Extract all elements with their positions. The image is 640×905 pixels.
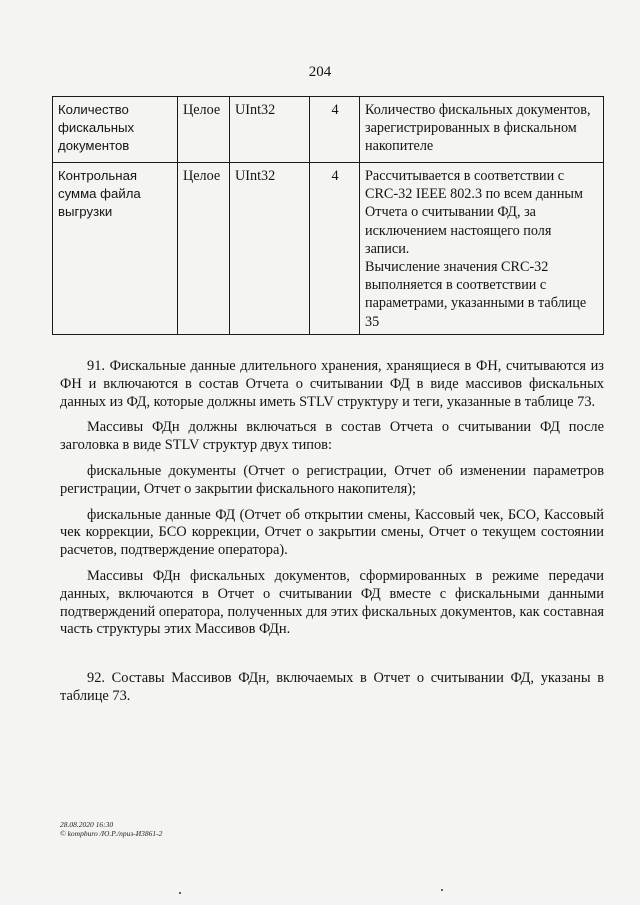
paragraph: 91. Фискальные данные длительного хранения, хранящиеся в ФН, считываются из ФН и включаются в состав Отчета о считывании ФД в виде массивов фискальных данных из ФД, которые должны иметь STLV структуру и теги, указанные в таблице 73. xyxy=(60,358,604,410)
spec-table xyxy=(52,96,604,335)
footer-date: 28.08.2020 16:30 xyxy=(60,820,114,829)
table-row xyxy=(53,97,604,163)
table-row xyxy=(53,163,604,335)
paragraph: 92. Составы Массивов ФДн, включаемых в Отчет о считывании ФД, указаны в таблице 73. xyxy=(60,670,604,704)
page-number: 204 xyxy=(308,64,332,80)
scan-speck xyxy=(179,892,181,894)
field-type-cell: Целое xyxy=(178,163,230,335)
field-length-cell: 4 xyxy=(310,163,360,335)
footer-stamp xyxy=(60,820,162,838)
description-text-2: Вычисление значения CRC-32 выполняется в соответствии с параметрами, указанными в таблице 35 xyxy=(365,259,587,330)
paragraph: Массивы ФДн должны включаться в состав Отчета о считывании ФД после заголовка в виде STLV структур двух типов: xyxy=(60,419,604,454)
field-format-cell: UInt32 xyxy=(230,97,310,163)
paragraph: Массивы ФДн фискальных документов, сформированных в режиме передачи данных, включаются в Отчет о считывании ФД вместе с фискальными данными подтверждений оператора, полученных для этих фискальных документов, как составная часть структуры этих Массивов ФДн. xyxy=(60,567,604,638)
footer-document-code: © kompburo /Ю.Р./приз-И3861-2 xyxy=(60,829,163,838)
scan-speck xyxy=(441,889,443,891)
paragraph: фискальные данные ФД (Отчет об открытии смены, Кассовый чек, БСО, Кассовый чек коррекции, БСО коррекции, Отчет о закрытии смены, Отчет о текущем состоянии расчетов, подтверждение оператора). xyxy=(60,506,604,559)
description-text: Рассчитывается в соответствии с CRC-32 IEEE 802.3 по всем данным Отчета о считывании ФД, за исключением настоящего поля записи. xyxy=(365,168,583,257)
section-91 xyxy=(60,358,604,647)
field-description-cell: Количество фискальных документов, зарегистрированных в фискальном накопителе xyxy=(360,97,604,163)
field-type-cell: Целое xyxy=(178,97,230,163)
paragraph: фискальные документы (Отчет о регистрации, Отчет об изменении параметров регистрации, Отчет о закрытии фискального накопителя); xyxy=(60,462,604,497)
field-format-cell: UInt32 xyxy=(230,163,310,335)
field-name-cell: Количество фискальных документов xyxy=(53,97,178,163)
field-description-cell xyxy=(360,163,604,335)
field-name-cell: Контрольная сумма файла выгрузки xyxy=(53,163,178,335)
section-92 xyxy=(60,670,604,714)
field-length-cell: 4 xyxy=(310,97,360,163)
